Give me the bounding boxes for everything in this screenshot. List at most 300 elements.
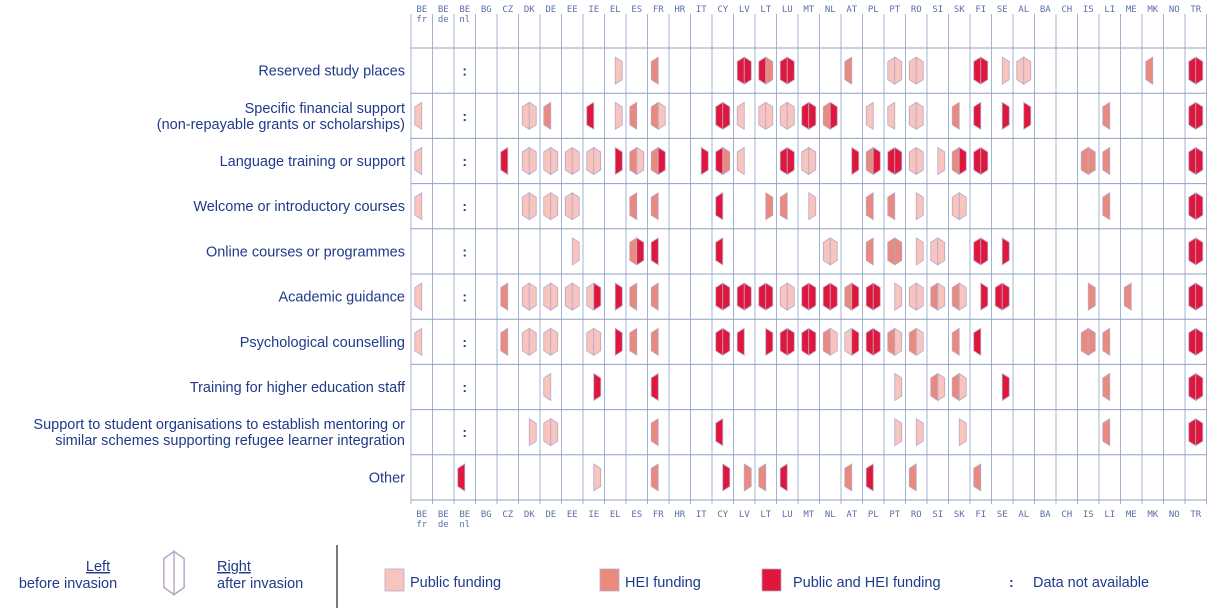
row-label: Welcome or introductory courses [193,199,405,216]
country-label-bottom: EE [566,510,578,520]
country-label-bottom: IE [588,510,600,520]
row-label: Support to student organisations to establish mentoring or [33,417,405,434]
cell-right-after [658,102,665,129]
country-label-bottom: NL [824,510,836,520]
country-label-top: CY [717,5,729,15]
cell-left-before [565,148,572,175]
cell-right-after [572,193,579,220]
cell-left-before [415,193,422,220]
cell-right-after [1088,328,1095,355]
cell-left-before [759,102,766,129]
cell-left-before [651,193,658,220]
cell-right-after [916,328,923,355]
cell-left-before [651,419,658,446]
country-label-bottom: FR [652,510,664,520]
cell-left-before [888,238,895,265]
cell-right-after [594,374,601,401]
cell-right-after [809,193,816,220]
cell-left-before [458,464,465,491]
row-label: Language training or support [219,154,405,170]
cell-left-before [544,328,551,355]
cell-right-after [830,238,837,265]
cell-left-before [909,102,916,129]
row-label: Other [368,470,405,487]
cell-left-before [888,148,895,175]
cell-left-before [1124,283,1131,310]
cell-right-after [594,464,601,491]
na-marker: : [462,62,468,79]
cell-left-before [1189,374,1196,401]
cell-right-after [787,148,794,175]
cell-right-after [701,148,708,175]
country-label-bottom: BE [437,510,449,520]
cell-left-before [1103,328,1110,355]
cell-left-before [544,193,551,220]
country-label-top: FI [975,5,987,15]
cell-left-before [716,102,723,129]
cell-left-before [802,283,809,310]
legend [19,545,1149,608]
cell-left-before [802,328,809,355]
cell-left-before [737,148,744,175]
cell-left-before [974,464,981,491]
cell-right-after [787,102,794,129]
cell-right-after [723,148,730,175]
country-label-bottom: CY [717,510,729,520]
cell-left-before [888,57,895,84]
cell-left-before [522,193,529,220]
cell-right-after [637,238,644,265]
cell-left-before [823,102,830,129]
country-label-top: PL [867,5,879,15]
country-label-bottom: LT [760,510,772,520]
legend-left-sub: before invasion [18,576,118,592]
legend-right-sub: after invasion [217,576,304,592]
country-label-top: AT [846,5,858,15]
cell-left-before [780,283,787,310]
cell-left-before [630,328,637,355]
cell-left-before [544,102,551,129]
cell-left-before [1189,193,1196,220]
country-label-top: DE [545,5,557,15]
cell-left-before [931,238,938,265]
cell-right-after [1196,374,1203,401]
country-label-bottom: BA [1039,510,1051,520]
row-label: similar schemes supporting refugee learner integration [55,433,405,450]
cell-left-before [716,193,723,220]
cell-left-before [1189,283,1196,310]
cell-left-before [952,328,959,355]
na-marker: : [462,243,468,260]
country-label-bottom: BG [480,510,492,520]
cell-left-before [737,102,744,129]
country-label-top: fr [416,15,428,25]
legend-label: HEI funding [625,575,701,591]
row-label: (non-repayable grants or scholarships) [156,116,405,133]
cell-left-before [866,193,873,220]
cell-right-after [1024,57,1031,84]
cell-left-before [759,464,766,491]
cell-right-after [959,283,966,310]
cell-right-after [1196,419,1203,446]
cell-left-before [1103,102,1110,129]
cell-right-after [873,148,880,175]
country-label-bottom: SI [932,510,944,520]
cell-right-after [830,328,837,355]
cell-left-before [1103,193,1110,220]
cell-right-after [572,148,579,175]
cell-right-after [916,283,923,310]
cell-left-before [1189,328,1196,355]
country-label-top: EE [566,5,578,15]
cell-right-after [744,283,751,310]
cell-right-after [981,238,988,265]
cell-right-after [830,283,837,310]
country-label-bottom: fr [416,520,428,530]
cell-right-after [1196,283,1203,310]
cell-left-before [931,283,938,310]
country-label-bottom: MK [1147,510,1159,520]
legend-label: Public and HEI funding [793,575,941,591]
cell-left-before [415,148,422,175]
country-label-top: BG [480,5,492,15]
cell-right-after [809,328,816,355]
country-label-top: FR [652,5,664,15]
cell-right-after [787,57,794,84]
country-label-bottom: SE [996,510,1008,520]
cell-left-before [651,374,658,401]
cell-right-after [551,193,558,220]
country-label-top: ES [631,5,643,15]
cell-right-after [529,283,536,310]
legend-left-title: Left [85,559,111,575]
cell-right-after [1024,102,1031,129]
country-label-top: de [437,15,449,25]
cell-left-before [802,102,809,129]
cell-right-after [1196,102,1203,129]
country-label-bottom: SK [953,510,965,520]
cell-right-after [895,374,902,401]
cell-right-after [1196,57,1203,84]
cell-right-after [873,328,880,355]
country-label-top: nl [459,15,471,25]
country-label-bottom: DK [523,510,535,520]
cell-left-before [630,238,637,265]
cell-right-after [1002,102,1009,129]
cell-right-after [551,419,558,446]
cell-left-before [1017,57,1024,84]
cell-left-before [522,283,529,310]
cell-right-after [551,328,558,355]
country-label-top: LT [760,5,772,15]
cell-left-before [630,102,637,129]
cell-right-after [572,283,579,310]
cell-left-before [845,283,852,310]
country-label-top: SE [996,5,1008,15]
country-label-bottom: LU [781,510,793,520]
cell-left-before [888,328,895,355]
country-label-top: BA [1039,5,1051,15]
na-marker: : [462,333,468,350]
country-label-bottom: HR [674,510,686,520]
cell-left-before [909,464,916,491]
cell-right-after [1196,238,1203,265]
cell-left-before [587,102,594,129]
cell-right-after [766,193,773,220]
country-label-top: NO [1168,5,1180,15]
cell-left-before [651,283,658,310]
cell-right-after [787,283,794,310]
country-label-bottom: BE [416,510,428,520]
country-label-top: CZ [502,5,514,15]
legend-right-title: Right [217,559,251,575]
country-label-top: IE [588,5,600,15]
cell-left-before [780,193,787,220]
cell-left-before [544,419,551,446]
cell-right-after [615,57,622,84]
country-label-bottom: AT [846,510,858,520]
na-marker: : [462,198,468,215]
country-label-top: NL [824,5,836,15]
na-marker: : [462,379,468,395]
cell-right-after [766,102,773,129]
cell-left-before [587,283,594,310]
cell-left-before [651,464,658,491]
na-marker: : [462,107,468,124]
cell-left-before [780,328,787,355]
cell-right-after [615,102,622,129]
cell-left-before [737,328,744,355]
cell-left-before [952,193,959,220]
cell-left-before [909,148,916,175]
cell-right-after [615,283,622,310]
country-label-bottom: ME [1125,510,1137,520]
cell-right-after [959,148,966,175]
cell-left-before [1103,148,1110,175]
country-label-bottom: DE [545,510,557,520]
cell-right-after [916,148,923,175]
cell-left-before [716,148,723,175]
country-label-top: LV [738,5,750,15]
cell-right-after [1002,57,1009,84]
cell-right-after [766,328,773,355]
cell-left-before [974,328,981,355]
country-label-bottom: MT [803,510,815,520]
country-label-bottom: de [437,520,449,530]
country-label-top: IS [1082,5,1094,15]
cell-left-before [1189,238,1196,265]
cell-right-after [895,57,902,84]
cell-right-after [938,238,945,265]
cell-left-before [522,148,529,175]
country-label-top: BE [416,5,428,15]
cell-right-after [916,57,923,84]
cell-left-before [974,148,981,175]
cell-right-after [529,328,536,355]
legend-swatch [385,569,404,591]
cell-left-before [1081,148,1088,175]
cell-right-after [981,148,988,175]
cell-left-before [845,57,852,84]
cell-left-before [866,283,873,310]
cell-right-after [938,283,945,310]
cell-right-after [723,328,730,355]
country-label-top: BE [437,5,449,15]
cell-right-after [744,57,751,84]
cell-left-before [931,374,938,401]
country-label-top: HR [674,5,686,15]
cell-right-after [723,102,730,129]
cell-left-before [1146,57,1153,84]
cell-left-before [866,238,873,265]
cell-left-before [866,102,873,129]
cell-right-after [529,193,536,220]
cell-left-before [415,328,422,355]
row-label: Reserved study places [258,63,405,80]
cell-left-before [866,148,873,175]
cell-left-before [952,102,959,129]
cell-right-after [615,148,622,175]
legend-label: Public funding [410,575,502,591]
cell-right-after [787,328,794,355]
cell-left-before [651,328,658,355]
cell-left-before [565,193,572,220]
cell-right-after [809,148,816,175]
cell-left-before [1189,148,1196,175]
cell-left-before [501,328,508,355]
cell-right-after [959,419,966,446]
cell-left-before [716,419,723,446]
cell-left-before [651,148,658,175]
legend-na-label: Data not available [1033,575,1150,591]
cell-right-after [938,374,945,401]
cell-left-before [565,283,572,310]
country-label-top: CH [1061,5,1073,15]
cell-left-before [737,283,744,310]
cell-left-before [415,102,422,129]
cell-left-before [995,283,1002,310]
cell-left-before [974,238,981,265]
row-label: Training for higher education staff [189,380,405,396]
country-label-top: BE [459,5,471,15]
cell-right-after [1002,283,1009,310]
cell-right-after [938,148,945,175]
cell-left-before [823,283,830,310]
cell-left-before [737,57,744,84]
cell-right-after [594,148,601,175]
cell-left-before [522,102,529,129]
cell-right-after [1196,148,1203,175]
country-label-bottom: RO [910,510,922,520]
cell-right-after [873,283,880,310]
country-label-bottom: CH [1061,510,1073,520]
cell-right-after [1088,283,1095,310]
country-label-top: RO [910,5,922,15]
country-label-bottom: IT [695,510,707,520]
cell-right-after [852,283,859,310]
cell-left-before [716,328,723,355]
cell-left-before [651,238,658,265]
cell-right-after [959,374,966,401]
cell-right-after [1002,238,1009,265]
legend-swatch [762,569,781,591]
country-label-top: LI [1104,5,1116,15]
cell-left-before [1103,419,1110,446]
cell-left-before [909,283,916,310]
cell-left-before [1189,57,1196,84]
country-label-bottom: BE [459,510,471,520]
cell-left-before [630,283,637,310]
legend-swatch [600,569,619,591]
cell-right-after [981,283,988,310]
country-label-top: DK [523,5,535,15]
country-label-bottom: TR [1190,510,1202,520]
cell-right-after [981,57,988,84]
country-label-bottom: NO [1168,510,1180,520]
cell-left-before [909,57,916,84]
cell-left-before [866,464,873,491]
country-label-bottom: LI [1104,510,1116,520]
cell-left-before [1081,328,1088,355]
cell-right-after [916,419,923,446]
cell-left-before [888,102,895,129]
country-label-bottom: PL [867,510,879,520]
cell-left-before [780,57,787,84]
cell-right-after [895,419,902,446]
cell-left-before [802,148,809,175]
cell-right-after [744,464,751,491]
row-label: Psychological counselling [239,334,405,351]
cell-left-before [501,148,508,175]
country-label-top: SI [932,5,944,15]
cell-left-before [780,102,787,129]
country-label-top: ME [1125,5,1137,15]
cell-right-after [572,238,579,265]
cell-left-before [544,374,551,401]
country-label-top: PT [889,5,901,15]
cell-right-after [895,328,902,355]
cell-left-before [823,238,830,265]
row-label: Online courses or programmes [205,244,405,261]
cell-right-after [809,283,816,310]
cell-left-before [587,328,594,355]
cell-right-after [1002,374,1009,401]
cell-right-after [658,148,665,175]
country-label-top: EL [609,5,621,15]
cell-right-after [895,148,902,175]
cell-left-before [1189,102,1196,129]
na-marker: : [462,288,468,305]
cell-right-after [766,57,773,84]
cell-left-before [716,283,723,310]
cell-left-before [1189,419,1196,446]
cell-right-after [916,102,923,129]
row-label: Specific financial support [244,100,405,117]
cell-right-after [529,102,536,129]
country-label-top: MK [1147,5,1159,15]
cell-right-after [723,464,730,491]
country-label-bottom: CZ [502,510,514,520]
cell-right-after [895,238,902,265]
cell-left-before [974,102,981,129]
cell-left-before [952,148,959,175]
cell-right-after [637,148,644,175]
cell-right-after [1088,148,1095,175]
cell-left-before [888,193,895,220]
cell-left-before [415,283,422,310]
cell-left-before [823,328,830,355]
cell-left-before [974,57,981,84]
